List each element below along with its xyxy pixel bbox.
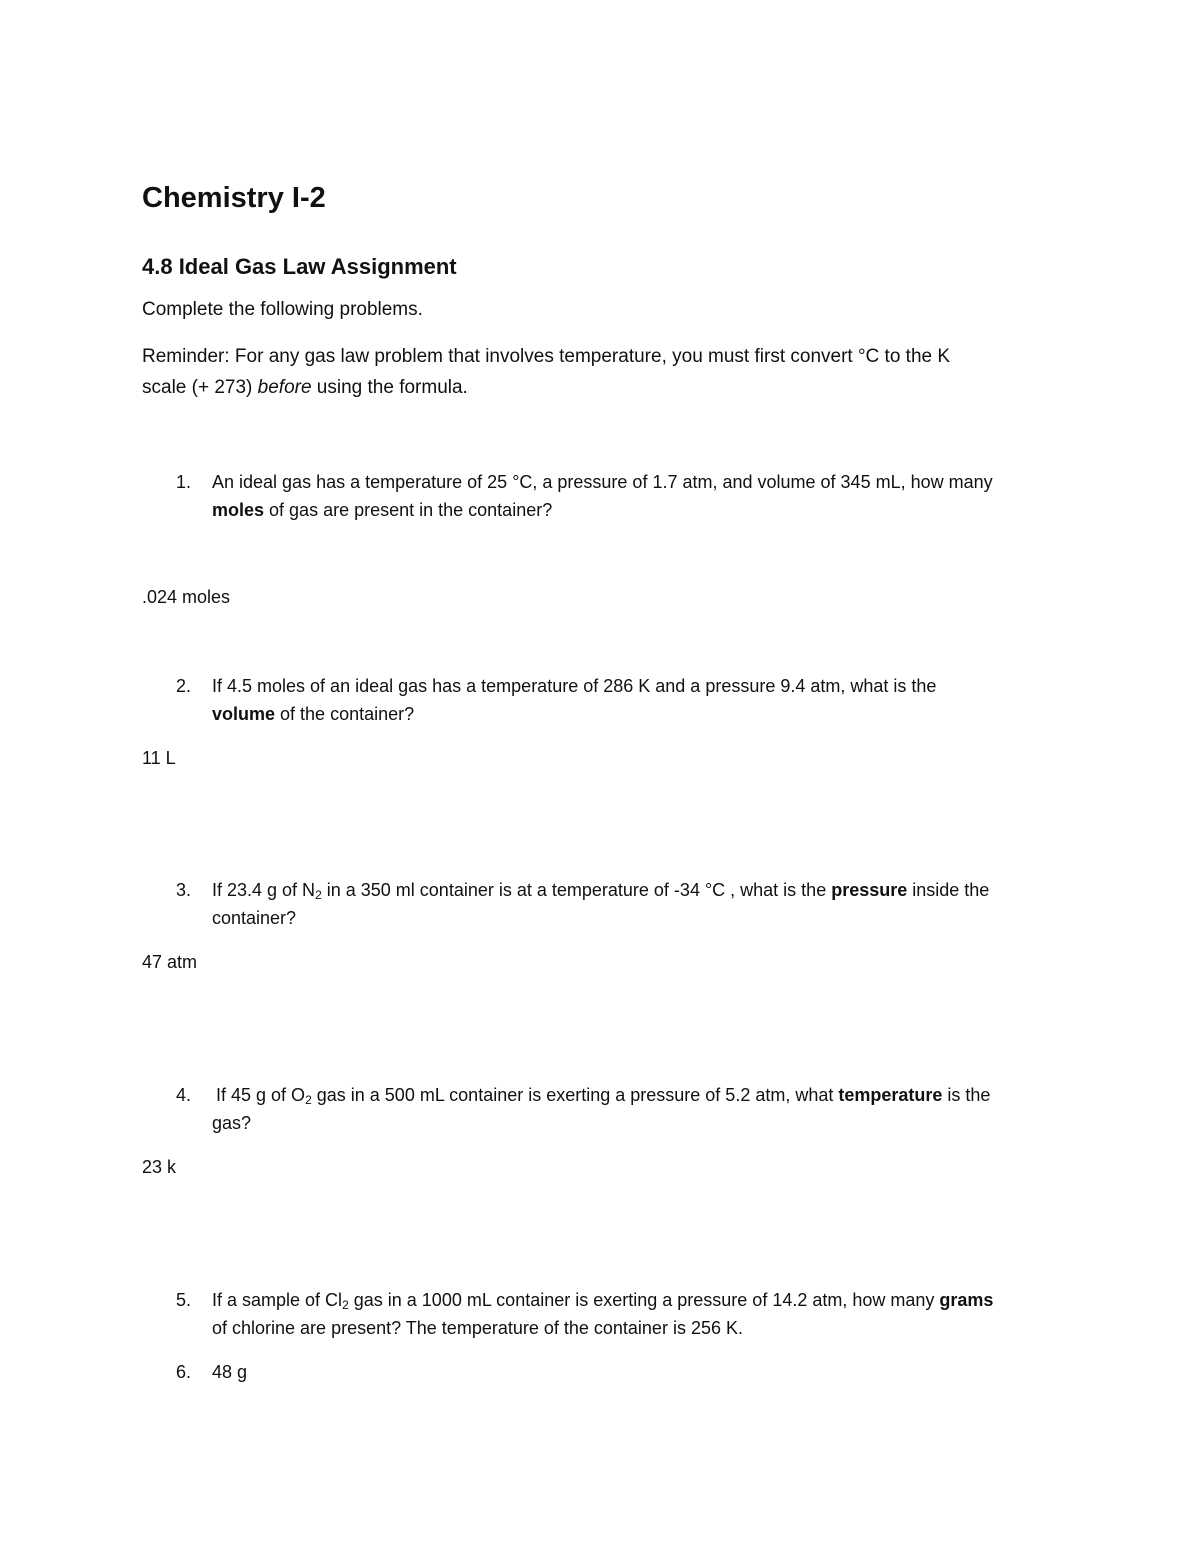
question-keyword: volume: [212, 704, 276, 724]
question-1-line-2: [212, 500, 552, 521]
answer-3: 47 atm: [142, 952, 198, 972]
assignment-heading: 4.8 Ideal Gas Law Assignment: [142, 254, 457, 279]
instructions-text: Complete the following problems.: [142, 299, 423, 320]
question-text: in a 350 ml container is at a temperature of -34 °C , what is the: [321, 880, 832, 900]
question-3-line-1: [212, 880, 989, 901]
answer-4: 23 k: [142, 1157, 177, 1177]
reminder-text-end: using the formula.: [311, 377, 468, 398]
question-3-line-2: container?: [212, 908, 297, 928]
reminder-line-1: Reminder: For any gas law problem that involves temperature, you must first convert °C to the K: [142, 346, 951, 367]
question-text: gas in a 500 mL container is exerting a pressure of 5.2 atm, what: [311, 1085, 839, 1105]
question-keyword: temperature: [838, 1085, 943, 1105]
reminder-emphasis: before: [257, 377, 312, 398]
question-4-line-1: [216, 1085, 990, 1106]
question-number: 4.: [176, 1085, 192, 1105]
subscript: 2: [305, 1093, 312, 1107]
question-text: If 23.4 g of N: [212, 880, 316, 900]
question-text: of gas are present in the container?: [264, 500, 553, 520]
subscript: 2: [342, 1298, 349, 1312]
question-number: 3.: [176, 880, 192, 900]
question-text: If a sample of Cl: [212, 1290, 343, 1310]
question-number: 5.: [176, 1290, 192, 1310]
question-4-line-2: gas?: [212, 1113, 252, 1133]
question-number: 2.: [176, 676, 192, 696]
reminder-line-2: [142, 377, 468, 399]
question-text: inside the: [907, 880, 990, 900]
question-1-line-1: An ideal gas has a temperature of 25 °C, a pressure of 1.7 atm, and volume of 345 mL, how many: [212, 472, 993, 492]
reminder-text: scale (+ 273): [142, 377, 258, 398]
question-number: 6.: [176, 1362, 192, 1382]
answer-1: .024 moles: [142, 587, 231, 607]
question-2-line-2: [212, 704, 414, 725]
question-text: gas in a 1000 mL container is exerting a pressure of 14.2 atm, how many: [348, 1290, 940, 1310]
question-5-line-2: of chlorine are present? The temperature of the container is 256 K.: [212, 1318, 743, 1338]
subscript: 2: [315, 888, 322, 902]
question-text: is the: [942, 1085, 991, 1105]
page-title: Chemistry I-2: [142, 182, 326, 214]
question-keyword: pressure: [831, 880, 908, 900]
question-5-line-1: [212, 1290, 993, 1311]
question-keyword: grams: [939, 1290, 994, 1310]
question-number: 1.: [176, 472, 192, 492]
answer-2: 11 L: [142, 748, 176, 768]
answer-5: 48 g: [212, 1362, 248, 1382]
question-2-line-1: If 4.5 moles of an ideal gas has a temperature of 286 K and a pressure 9.4 atm, what is the: [212, 676, 937, 696]
question-text: If 45 g of O: [216, 1085, 306, 1105]
question-keyword: moles: [212, 500, 265, 520]
question-text: of the container?: [275, 704, 415, 724]
